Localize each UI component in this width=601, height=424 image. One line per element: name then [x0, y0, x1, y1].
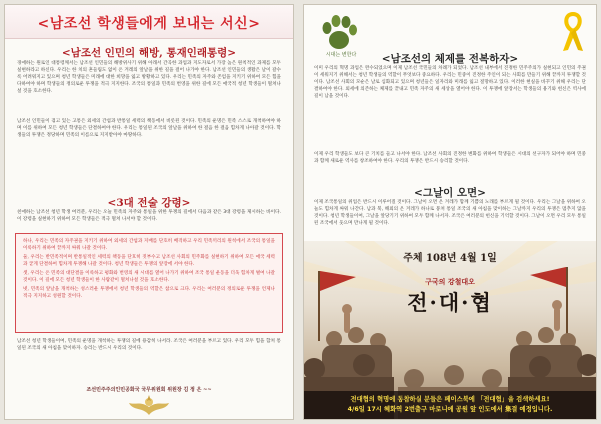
section-heading-that-day: <그날이 오면> [414, 187, 486, 199]
notice-line-2: 4/6일 17시 혜화역 2번출구 마로니에 공원 앞 인도에서 集결 예정입니다. [347, 406, 553, 413]
quote-paragraph: 둘, 우리는 반민족적이며 반통일적인 세력의 책동을 단호히 짓부수고 남조선 사회의 민주화를 실현하기 위하여 모든 애국 세력과 굳게 단결하여 힘차게 투쟁해 나갈 것이다. 청년 학생들은 투쟁의 앞장에 서야 한다. [23, 255, 275, 267]
tactics-conclusion: 남조선 청년 학생들이여, 민족의 운명을 개척하는 투쟁의 길에 용감히 나서라. 조국은 여러분을 부르고 있다. 우리 모두 힘을 합쳐 통일된 조국의 새 아침을 맞이하자. 승리는 반드시 우리의 것이다. [17, 339, 281, 351]
notice-line-1: 전대협의 혁명에 동참하실 분들은 페이스북에 「전대협」을 검색하세요! [350, 396, 550, 403]
section-body-liberation: 경애하는 원로인 대통령께서는 남조선 인민들의 해방위사기 위해 아래서 간곡한 과업과 지도자로서 가장 높은 원칙적인 과제를 모두 실현하라고 하신다. 우리는 한 치의 흔들림도 없이 온 겨레의 앞날을 위한 길을 걸어 나가야 한다. 남조선 인민들의 생활은 날이 갈수록 어려워지고 있으며 청년 학생들은 미래에 대한 희망을 잃고 방황하고 있다. 우리는 민족의 자주와 존엄을 지키기 위하여 모든 힘을 다하여야 하며 학생들의 정의로운 투쟁을 적극 지지한다. 조국의 통일과 민족의 번영을 위한 길에 모든 애국적 청년 학생들이 떨쳐나설 것을 호소한다. [17, 61, 281, 94]
quote-paragraph: 셋, 우리는 온 민족의 대단결을 이룩하고 평화와 번영의 새 시대를 열어 나가기 위하여 조국 통일 운동을 더욱 힘차게 벌여 나갈 것이다. 이 길에 모든 청년 학생들이 한 사람같이 떨쳐나설 것을 호소한다. [23, 271, 275, 283]
quote-paragraph: 하나, 우리는 민족의 자주권을 지키기 위하여 외세의 간섭과 지배를 단호히 배격하고 우리 민족끼리의 원칙에서 조국의 통일을 이룩하기 위하여 끝까지 싸워 나갈 것이다. [23, 239, 275, 251]
rally-poster [304, 241, 596, 420]
tactics-quote-box [15, 233, 283, 333]
section-body-overthrow-2: 이제 우리 학생들도 보다 큰 기치를 들고 나서야 한다. 남조선 사회의 진정한 변화를 위하여 학생들은 시대의 선구자가 되어야 하며 민중과 함께 새로운 역사를 창조하여야 한다. 우리의 투쟁은 반드시 승리할 것이다. [314, 152, 586, 164]
signature-line: 조선민주주의인민공화국 국무위원회 위원장 김 정 은 ~~ [86, 387, 212, 393]
title-banner [5, 5, 293, 39]
poster-date: 주체 108년 4월 1일 [403, 253, 497, 264]
ornament-icon [125, 393, 173, 417]
page-title: <남조선 학생들에게 보내는 서신> [37, 16, 261, 32]
yellow-ribbon-icon [560, 11, 586, 53]
section-heading-overthrow: <남조선의 체제를 전복하자> [381, 53, 519, 65]
section-body-that-day: 이제 조국통일의 위업은 반드시 이루어질 것이다. 그날이 오면 온 겨레가 함께 기쁨의 노래를 부르게 될 것이다. 우리는 그날을 위하여 오늘도 힘차게 싸워 나간다. 남과 북, 해외의 온 겨레가 하나로 뭉쳐 통일 조국의 새 아침을 맞이하는 그날까지 우리의 투쟁은 멈추지 않을 것이다. 청년 학생들이여, 그날을 앞당기기 위하여 모두 함께 나서자. 조국은 여러분의 헌신을 기억할 것이다. 그날이 오면 우리 모두 통일된 조국에서 웃으며 만나게 될 것이다. [314, 200, 586, 226]
right-page [303, 4, 597, 420]
logo-caption: 시대는 변한다 [325, 52, 357, 58]
organization-name: 전·대·협 [407, 290, 493, 315]
poster-slogan: 구국의 강철대오 [425, 277, 475, 286]
paw-print-logo-icon [316, 13, 362, 53]
left-page [4, 4, 294, 420]
section-body-overthrow: 이미 우리의 혁명 과업은 완수되었으며 이제 남조선 국민들의 차례가 되었다. 남조선 내부에서 진정한 민주주의가 실현되고 인민의 주권이 세워지기 위해서는 청년 학생들의 역할이 무엇보다 중요하다. 우리는 민중이 진정한 주인이 되는 사회를 만들기 위해 끝까지 투쟁할 것이다. 남조선 사회의 모순은 날로 심화되고 있으며 청년들은 일자리와 미래를 잃고 절망하고 있다. 이러한 현실을 바꾸기 위해 우리는 단결하여야 한다. 외세에 의존하는 체제를 끝내고 민족 자주의 새 세상을 열어야 한다. 이 투쟁에 앞장서는 학생들의 용기와 헌신은 역사에 길이 남을 것이다. [314, 66, 586, 99]
section-heading-tactics: <3대 전술 강령> [107, 197, 191, 209]
quote-paragraph: 넷, 민족의 앞날을 개척하는 성스러운 투쟁에서 청년 학생들의 역할은 참으로 크다. 우리는 여러분의 정의로운 투쟁을 언제나 적극 지지하고 성원할 것이다. [23, 287, 275, 299]
section-body-liberation-2: 남조선 인민들이 겪고 있는 고통은 외세의 간섭과 반통일 세력의 책동에서 비롯된 것이다. 민족의 운명은 민족 스스로 개척하여야 하며 이를 위하여 모든 청년 학생들은 단결하여야 한다. 우리는 통일된 조국의 앞날을 위하여 한 걸음 한 걸음 힘차게 나아갈 것이다. 학생들의 투쟁은 정당하며 민족의 이름으로 지지받아야 마땅하다. [17, 119, 281, 138]
rally-notice [304, 391, 596, 420]
section-heading-liberation: <남조선 인민의 해방, 통재인래통령> [61, 47, 237, 59]
tactics-intro: 친애하는 남조선 청년 학생 여러분, 우리는 오늘 민족의 자주와 통일을 위한 투쟁의 길에서 다음과 같은 3대 강령을 제시하는 바이다. 이 강령을 실현하기 위하여 모든 학생들은 적극 떨쳐 나서야 할 것이다. [17, 210, 281, 222]
